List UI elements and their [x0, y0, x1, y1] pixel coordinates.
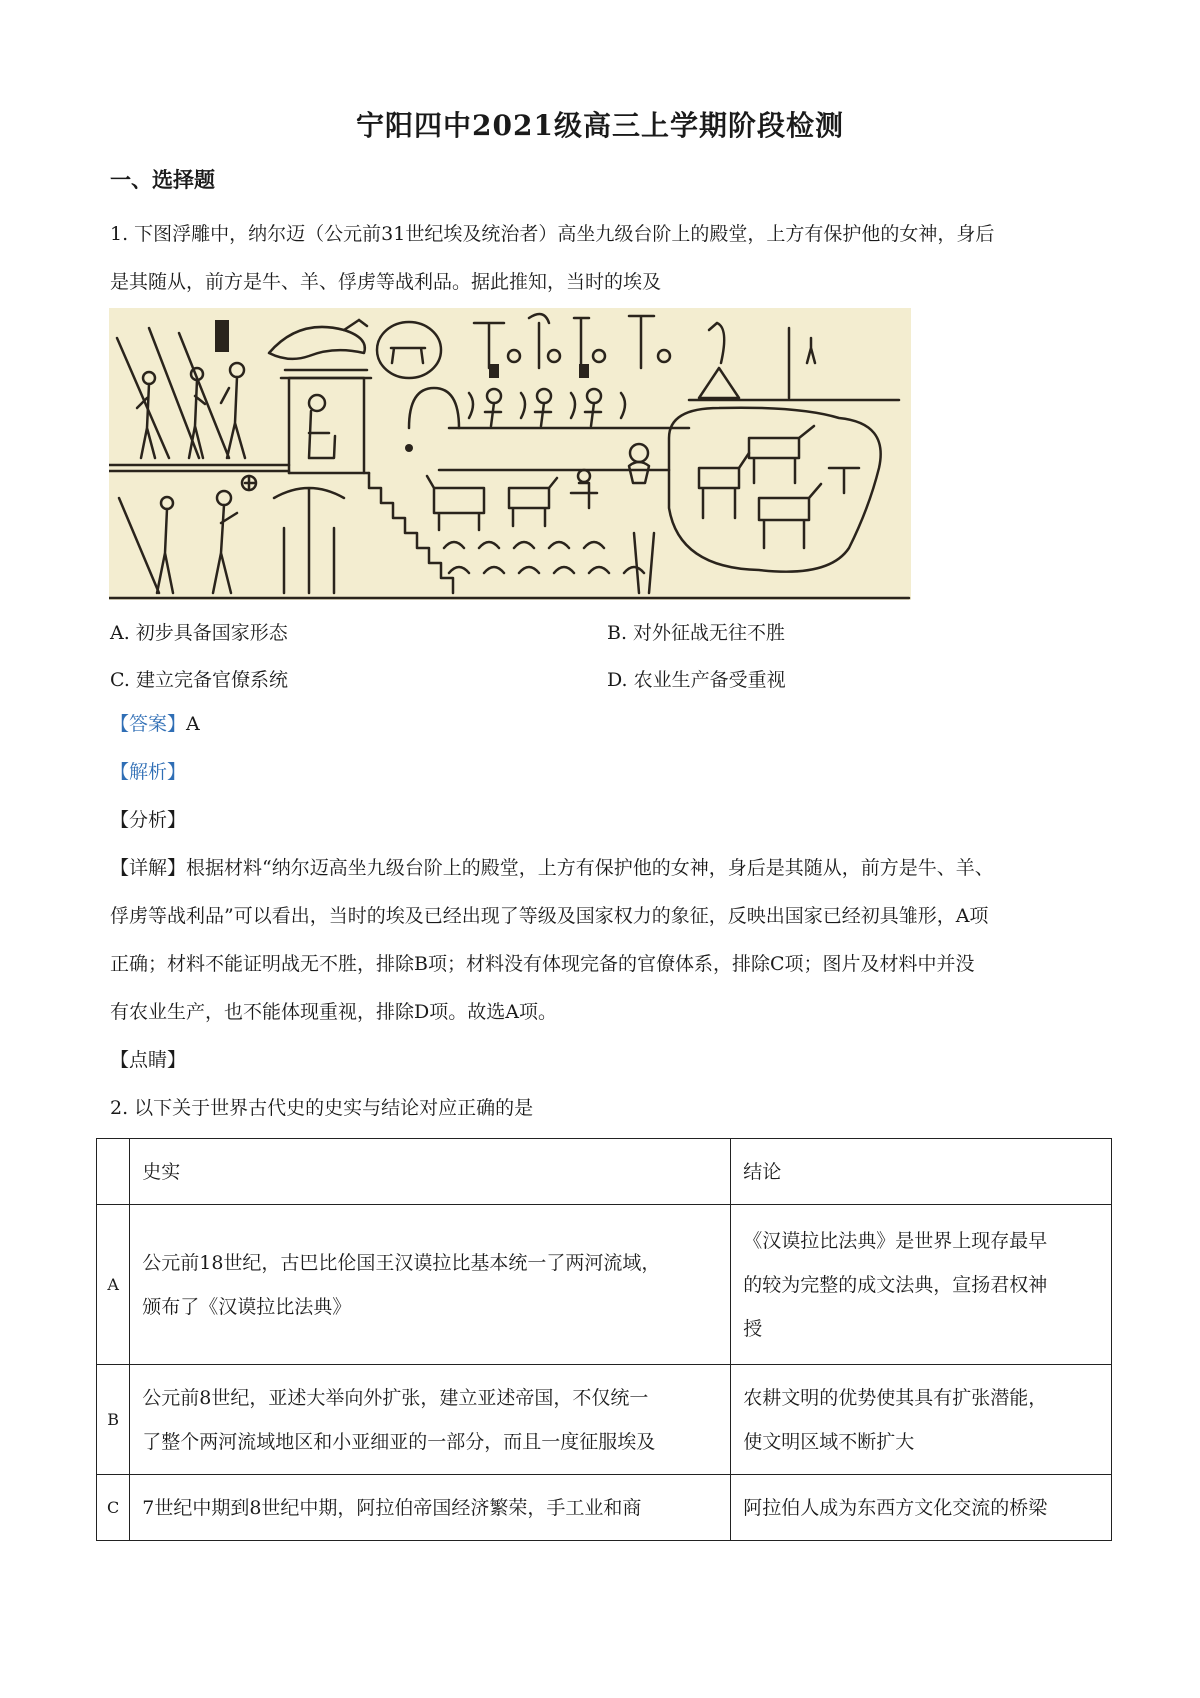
q1-option-a: A. 初步具备国家形态 [110, 622, 288, 644]
row-fact [130, 1475, 731, 1541]
row-conclusion [731, 1365, 1112, 1475]
conclusion-line: 的较为完整的成文法典，宣扬君权神 [743, 1273, 1048, 1296]
row-label: C [97, 1475, 130, 1541]
table-row [97, 1365, 1112, 1475]
table-header-row [97, 1139, 1112, 1205]
conclusion-line: 授 [743, 1317, 763, 1340]
conclusion-line: 《汉谟拉比法典》是世界上现存最早 [743, 1229, 1048, 1252]
q1-answer [110, 700, 1100, 748]
answer-tag: 【答案】 [110, 713, 187, 735]
q1-detail-line1 [110, 844, 1100, 892]
row-fact [130, 1365, 731, 1475]
q1-detail-line2: 俘虏等战利品”可以看出，当时的埃及已经出现了等级及国家权力的象征，反映出国家已经初具雏形，A项 [110, 905, 989, 927]
narmer-relief-image [109, 308, 911, 600]
header-fact-cell: 史实 [130, 1139, 731, 1205]
q1-detail-line3: 正确；材料不能证明战无不胜，排除B项；材料没有体现完备的官僚体系，排除C项；图片及材料中并没 [110, 953, 975, 975]
header-blank-cell [97, 1139, 130, 1205]
q1-analysis-tag [110, 748, 1100, 796]
fact-line: 公元前18世纪，古巴比伦国王汉谟拉比基本统一了两河流域， [142, 1251, 661, 1274]
analysis-tag: 【解析】 [110, 761, 187, 783]
row-conclusion [731, 1475, 1112, 1541]
q1-dianjing-tag: 【点睛】 [110, 1049, 187, 1071]
q1-option-c: C. 建立完备官僚系统 [110, 669, 288, 691]
conclusion-line: 阿拉伯人成为东西方文化交流的桥梁 [743, 1496, 1048, 1519]
table-row [97, 1205, 1112, 1365]
row-label: A [97, 1205, 130, 1365]
q1-option-d: D. 农业生产备受重视 [607, 669, 786, 691]
page-title: 宁阳四中2021级高三上学期阶段检测 [356, 109, 844, 142]
conclusion-line: 使文明区域不断扩大 [743, 1430, 915, 1453]
detail-text-1: 根据材料“纳尔迈高坐九级台阶上的殿堂，上方有保护他的女神，身后是其随从，前方是牛、羊、 [186, 857, 994, 879]
fact-line: 了整个两河流域地区和小亚细亚的一部分，而且一度征服埃及 [142, 1430, 656, 1453]
detail-tag: 【详解】 [110, 857, 187, 879]
q1-stem-line2: 是其随从，前方是牛、羊、俘虏等战利品。据此推知，当时的埃及 [110, 271, 662, 293]
fact-line: 公元前8世纪，亚述大举向外扩张，建立亚述帝国，不仅统一 [142, 1386, 649, 1409]
fact-line: 7世纪中期到8世纪中期，阿拉伯帝国经济繁荣，手工业和商 [142, 1496, 642, 1519]
table-row [97, 1475, 1112, 1541]
section-heading: 一、选择题 [110, 167, 215, 192]
q1-option-b: B. 对外征战无往不胜 [607, 622, 786, 644]
answer-value: A [186, 713, 200, 735]
q1-fenxi-tag: 【分析】 [110, 809, 187, 831]
q1-stem-line1: 1. 下图浮雕中，纳尔迈（公元前31世纪埃及统治者）高坐九级台阶上的殿堂，上方有保护他的女神，身后 [110, 223, 995, 245]
row-label: B [97, 1365, 130, 1475]
fact-line: 颁布了《汉谟拉比法典》 [142, 1295, 352, 1318]
q1-detail-line4: 有农业生产，也不能体现重视，排除D项。故选A项。 [110, 1001, 557, 1023]
conclusion-line: 农耕文明的优势使其具有扩张潜能， [743, 1386, 1048, 1409]
row-conclusion [731, 1205, 1112, 1365]
q2-stem: 2. 以下关于世界古代史的史实与结论对应正确的是 [110, 1097, 534, 1119]
row-fact [130, 1205, 731, 1365]
header-conclusion-cell: 结论 [731, 1139, 1112, 1205]
q2-table [96, 1138, 1112, 1541]
